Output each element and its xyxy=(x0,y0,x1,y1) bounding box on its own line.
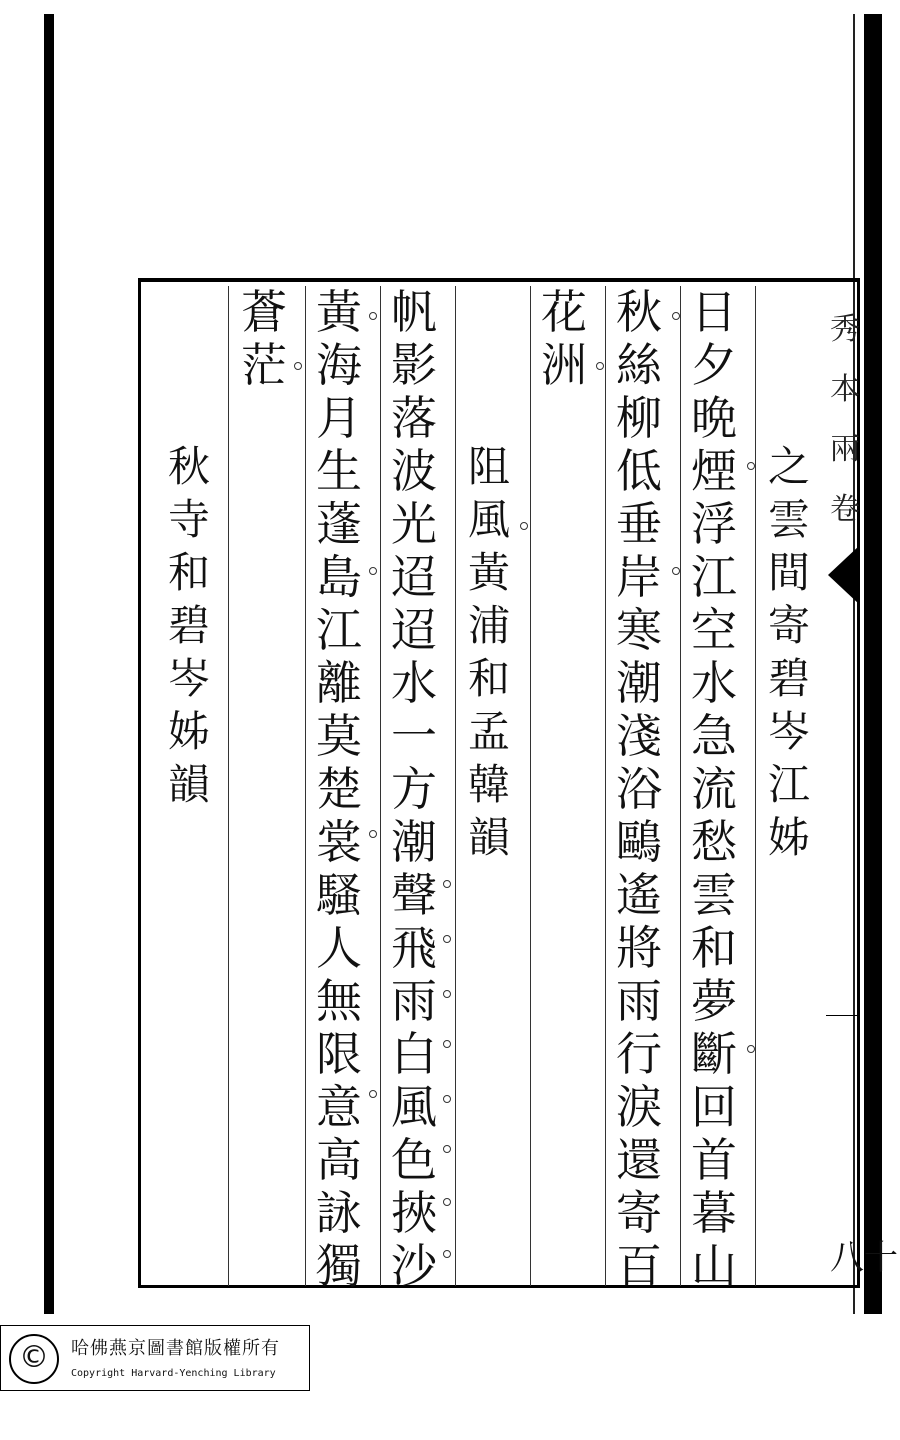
column-divider xyxy=(455,286,456,1286)
character: 山 xyxy=(691,1239,737,1293)
copyright-icon: © xyxy=(9,1334,59,1384)
punctuation-mark xyxy=(747,1045,755,1053)
character: 孟 xyxy=(467,707,510,756)
character: 岑 xyxy=(167,654,210,703)
character: 生 xyxy=(316,444,362,498)
character: 岸 xyxy=(616,550,662,604)
character: 飛 xyxy=(391,921,437,975)
character: 低 xyxy=(616,444,662,498)
character: 挾 xyxy=(391,1186,437,1240)
character: 岑 xyxy=(767,707,810,756)
column-divider xyxy=(305,286,306,1286)
character: 光 xyxy=(391,497,437,551)
text-column-9 xyxy=(160,440,218,1440)
character: 斷 xyxy=(691,1027,737,1081)
column-divider xyxy=(605,286,606,1286)
character: 韻 xyxy=(467,813,510,862)
character: 騷 xyxy=(316,868,362,922)
punctuation-mark xyxy=(443,1250,451,1258)
character: 黃 xyxy=(467,548,510,597)
text-column-7 xyxy=(310,285,368,1293)
column-divider xyxy=(530,286,531,1286)
character: 雨 xyxy=(616,974,662,1028)
leaf-number: 八十 xyxy=(830,1238,898,1278)
character: 秋 xyxy=(616,285,662,339)
character: 一 xyxy=(391,709,437,763)
character: 意 xyxy=(316,1080,362,1134)
character: 碧 xyxy=(767,654,810,703)
character: 離 xyxy=(316,656,362,710)
character: 雲 xyxy=(691,868,737,922)
punctuation-mark xyxy=(369,567,377,575)
character: 流 xyxy=(691,762,737,816)
punctuation-mark xyxy=(443,935,451,943)
character: 愁 xyxy=(691,815,737,869)
text-column-8 xyxy=(235,286,293,1286)
character: 浮 xyxy=(691,497,737,551)
character: 柳 xyxy=(616,391,662,445)
character: 和 xyxy=(167,548,210,597)
fold-rule xyxy=(826,1015,858,1016)
character: 空 xyxy=(691,603,737,657)
character: 首 xyxy=(691,1133,737,1187)
character: 寄 xyxy=(767,601,810,650)
character: 淚 xyxy=(616,1080,662,1134)
character: 人 xyxy=(316,921,362,975)
character: 限 xyxy=(316,1027,362,1081)
punctuation-mark xyxy=(520,522,528,530)
text-column-6 xyxy=(385,285,443,1293)
character: 方 xyxy=(391,762,437,816)
character: 裳 xyxy=(316,815,362,869)
column-divider xyxy=(228,286,229,1286)
character: 夕 xyxy=(691,338,737,392)
text-column-2 xyxy=(685,285,743,1293)
character: 秋 xyxy=(167,442,210,491)
character: 間 xyxy=(767,548,810,597)
character: 白 xyxy=(391,1027,437,1081)
character: 淺 xyxy=(616,709,662,763)
character: 影 xyxy=(391,338,437,392)
character: 暮 xyxy=(691,1186,737,1240)
character: 迢 xyxy=(391,603,437,657)
character: 急 xyxy=(691,709,737,763)
character: 姊 xyxy=(767,813,810,862)
character: 風 xyxy=(391,1080,437,1134)
punctuation-mark xyxy=(596,362,604,370)
character: 浦 xyxy=(467,601,510,650)
text-column-1 xyxy=(760,440,818,1440)
character: 晩 xyxy=(691,391,737,445)
character: 鷗 xyxy=(616,815,662,869)
character: 江 xyxy=(767,760,810,809)
punctuation-mark xyxy=(443,1095,451,1103)
punctuation-mark xyxy=(747,462,755,470)
character: 夢 xyxy=(691,974,737,1028)
punctuation-mark xyxy=(443,990,451,998)
character: 波 xyxy=(391,444,437,498)
character: 花 xyxy=(541,285,587,339)
character: 和 xyxy=(691,921,737,975)
character: 茫 xyxy=(241,338,287,392)
character: 寺 xyxy=(167,495,210,544)
character: 洲 xyxy=(541,338,587,392)
punctuation-mark xyxy=(369,1090,377,1098)
character: 和 xyxy=(467,654,510,703)
copyright-chinese: 哈佛燕京圖書館版權所有 xyxy=(71,1338,280,1359)
margin-title: 秀本兩卷 xyxy=(830,312,860,527)
character: 阻 xyxy=(467,442,510,491)
character: 水 xyxy=(691,656,737,710)
character: 浴 xyxy=(616,762,662,816)
character: 島 xyxy=(316,550,362,604)
character: 回 xyxy=(691,1080,737,1134)
character: 韻 xyxy=(167,760,210,809)
character: 韓 xyxy=(467,760,510,809)
character: 蒼 xyxy=(241,285,287,339)
character: 絲 xyxy=(616,338,662,392)
punctuation-mark xyxy=(369,830,377,838)
column-divider xyxy=(380,286,381,1286)
character: 雲 xyxy=(767,495,810,544)
punctuation-mark xyxy=(443,1145,451,1153)
character: 聲 xyxy=(391,868,437,922)
copyright-english: Copyright Harvard-Yenching Library xyxy=(71,1368,276,1379)
character: 潮 xyxy=(391,815,437,869)
character: 高 xyxy=(316,1133,362,1187)
character: 月 xyxy=(316,391,362,445)
top-rule xyxy=(138,278,860,282)
character: 楚 xyxy=(316,762,362,816)
text-column-3 xyxy=(610,285,668,1293)
character: 獨 xyxy=(316,1239,362,1293)
punctuation-mark xyxy=(443,880,451,888)
character: 煙 xyxy=(691,444,737,498)
character: 莫 xyxy=(316,709,362,763)
character: 日 xyxy=(691,285,737,339)
right-edge-bar xyxy=(864,14,882,1314)
character: 百 xyxy=(616,1239,662,1293)
character: 江 xyxy=(691,550,737,604)
text-column-4 xyxy=(535,286,593,1286)
character: 帆 xyxy=(391,285,437,339)
character: 潮 xyxy=(616,656,662,710)
character: 落 xyxy=(391,391,437,445)
column-divider xyxy=(680,286,681,1286)
character: 寒 xyxy=(616,603,662,657)
punctuation-mark xyxy=(672,567,680,575)
character: 風 xyxy=(467,495,510,544)
column-divider xyxy=(755,286,756,1286)
character: 詠 xyxy=(316,1186,362,1240)
character: 姊 xyxy=(167,707,210,756)
punctuation-mark xyxy=(443,1198,451,1206)
character: 色 xyxy=(391,1133,437,1187)
character: 之 xyxy=(767,442,810,491)
character: 黃 xyxy=(316,285,362,339)
character: 遙 xyxy=(616,868,662,922)
character: 江 xyxy=(316,603,362,657)
character: 蓬 xyxy=(316,497,362,551)
character: 無 xyxy=(316,974,362,1028)
character: 碧 xyxy=(167,601,210,650)
character: 垂 xyxy=(616,497,662,551)
character: 還 xyxy=(616,1133,662,1187)
character: 雨 xyxy=(391,974,437,1028)
punctuation-mark xyxy=(294,362,302,370)
punctuation-mark xyxy=(672,312,680,320)
character: 沙 xyxy=(391,1239,437,1293)
character: 海 xyxy=(316,338,362,392)
character: 寄 xyxy=(616,1186,662,1240)
copyright-stamp xyxy=(0,1325,310,1391)
punctuation-mark xyxy=(369,312,377,320)
character: 迢 xyxy=(391,550,437,604)
punctuation-mark xyxy=(443,1040,451,1048)
text-column-5 xyxy=(460,440,518,1440)
left-edge-bar xyxy=(44,14,54,1314)
character: 行 xyxy=(616,1027,662,1081)
character: 水 xyxy=(391,656,437,710)
character: 將 xyxy=(616,921,662,975)
